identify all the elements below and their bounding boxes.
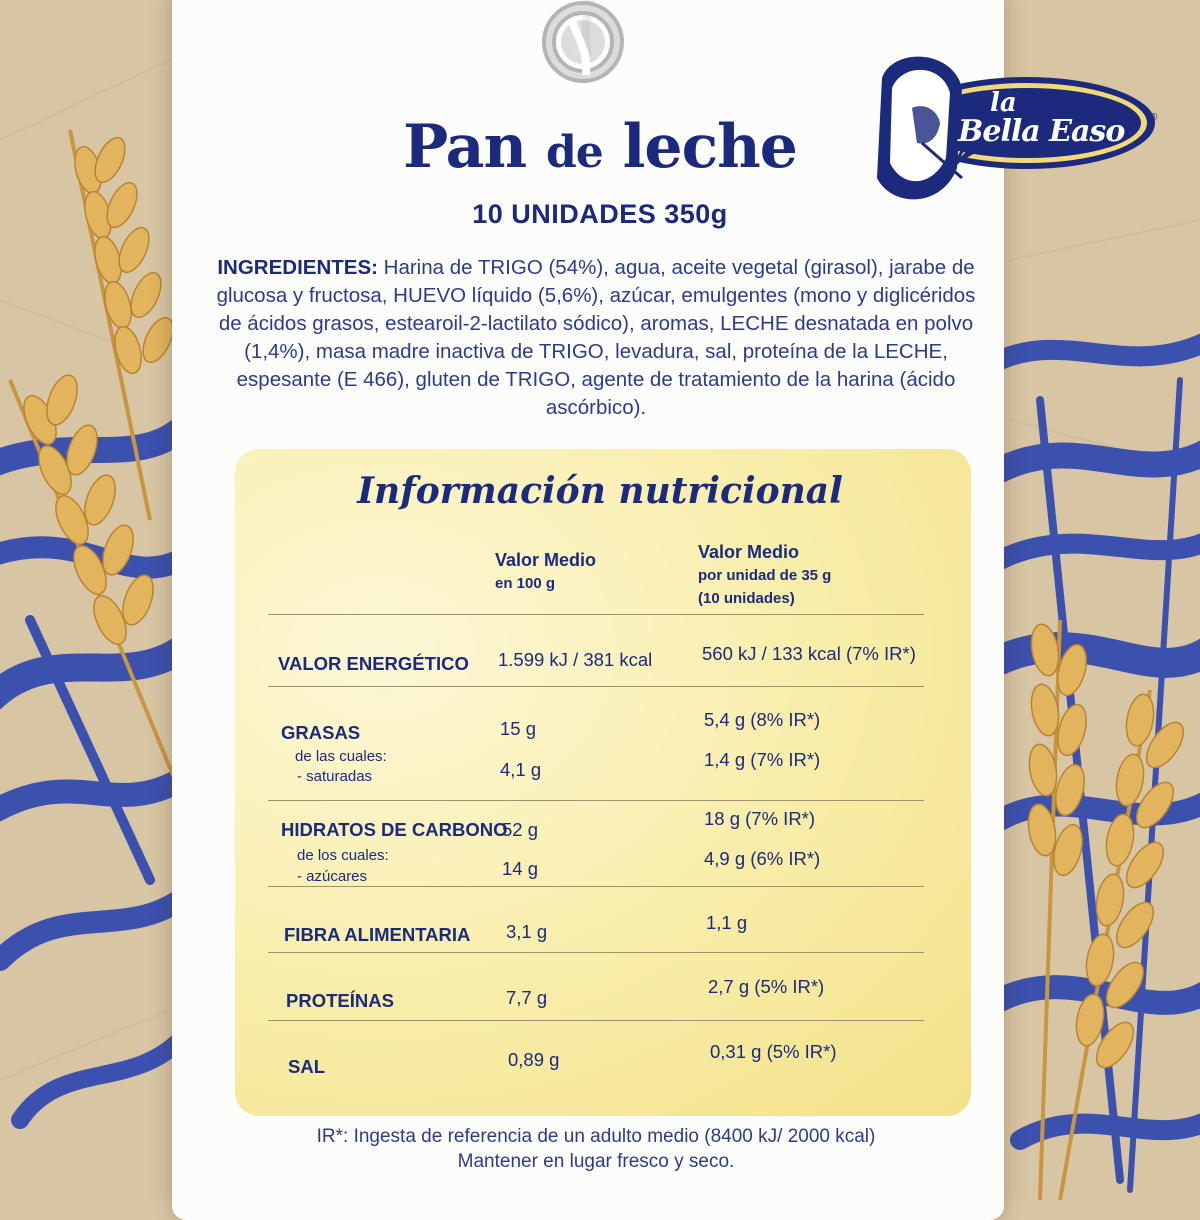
brand-logo: [862, 48, 1162, 218]
value-carbs-100g: 52 g: [502, 819, 539, 840]
table-divider: [268, 1020, 924, 1021]
value-fiber-unit: 1,1 g: [706, 912, 748, 933]
ingredients-text: [208, 254, 984, 422]
value-sugars-unit: 4,9 g (6% IR*): [704, 848, 821, 869]
table-divider: [268, 800, 924, 801]
row-sublabel-carbs-2: - azúcares: [297, 868, 368, 885]
col2-sub-text-2: (10 unidades): [698, 590, 795, 607]
value-protein-100g: 7,7 g: [506, 987, 548, 1008]
value-fiber-100g: 3,1 g: [506, 921, 548, 942]
col1-head-text: Valor Medio: [495, 550, 597, 570]
nutrition-title: Información nutricional: [357, 470, 843, 512]
logo-text-name: Bella Easo: [958, 114, 1125, 149]
logo-text-la: la: [990, 88, 1017, 118]
footer-reference-intake: IR*: Ingesta de referencia de un adulto medio (8400 kJ/ 2000 kcal): [316, 1126, 876, 1147]
ingredients-label: INGREDIENTES:: [217, 256, 378, 279]
row-label-energy: VALOR ENERGÉTICO: [278, 653, 469, 674]
footer-notes: [208, 1124, 984, 1174]
value-sugars-100g: 14 g: [502, 858, 539, 879]
row-label-fiber: FIBRA ALIMENTARIA: [284, 924, 471, 945]
row-label-carbs: HIDRATOS DE CARBONO: [281, 819, 508, 840]
value-fat-100g: 15 g: [500, 718, 537, 739]
value-saturated-unit: 1,4 g (7% IR*): [704, 749, 821, 770]
table-divider: [268, 952, 924, 953]
col2-head-text: Valor Medio: [698, 542, 800, 562]
title-word-leche: leche: [622, 112, 797, 182]
col2-sub-text-1: por unidad de 35 g: [698, 567, 832, 584]
row-label-salt: SAL: [288, 1056, 325, 1077]
footer-storage: Mantener en lugar fresco y seco.: [457, 1151, 735, 1172]
value-salt-100g: 0,89 g: [508, 1049, 560, 1070]
value-energy-100g: 1.599 kJ / 381 kcal: [498, 649, 653, 670]
value-energy-unit: 560 kJ / 133 kcal (7% IR*): [702, 643, 916, 664]
col1-sub-text: en 100 g: [495, 575, 556, 592]
value-fat-unit: 5,4 g (8% IR*): [704, 709, 821, 730]
value-salt-unit: 0,31 g (5% IR*): [710, 1041, 837, 1062]
col2-header: [698, 541, 831, 610]
eyelet-icon: [528, 0, 638, 110]
row-sublabel-fat-2: - saturadas: [297, 768, 373, 785]
table-divider: [268, 886, 924, 887]
row-label-fat: GRASAS: [281, 722, 361, 743]
logo-registered-mark: ®: [1150, 112, 1158, 123]
value-saturated-100g: 4,1 g: [500, 759, 542, 780]
value-carbs-unit: 18 g (7% IR*): [704, 808, 816, 829]
row-sublabel-fat-1: de las cuales:: [295, 748, 387, 765]
value-protein-unit: 2,7 g (5% IR*): [708, 976, 825, 997]
ingredients-list: Harina de TRIGO (54%), agua, aceite vegetal (girasol), jarabe de glucosa y fructosa, HUEVO líquido (5,6%), azúcar, emulgentes (mono y diglicéridos de ácidos grasos, estearoil-2-lactilato sódico), aromas, LECHE desnatada en polvo (1,4%), masa madre inactiva de TRIGO, levadura, sal, proteína de la LECHE, espesante (E 466), gluten de TRIGO, agente de tratamiento de la harina (ácido ascórbico).: [216, 256, 976, 419]
row-sublabel-carbs-1: de los cuales:: [297, 847, 389, 864]
title-word-de: de: [545, 127, 603, 178]
product-subtitle: 10 UNIDADES 350g: [472, 199, 728, 229]
title-word-pan: Pan: [403, 112, 527, 182]
product-title: [300, 112, 900, 182]
table-divider: [268, 614, 924, 615]
table-divider: [268, 686, 924, 687]
col1-header: [495, 549, 596, 595]
row-label-protein: PROTEÍNAS: [286, 990, 394, 1011]
